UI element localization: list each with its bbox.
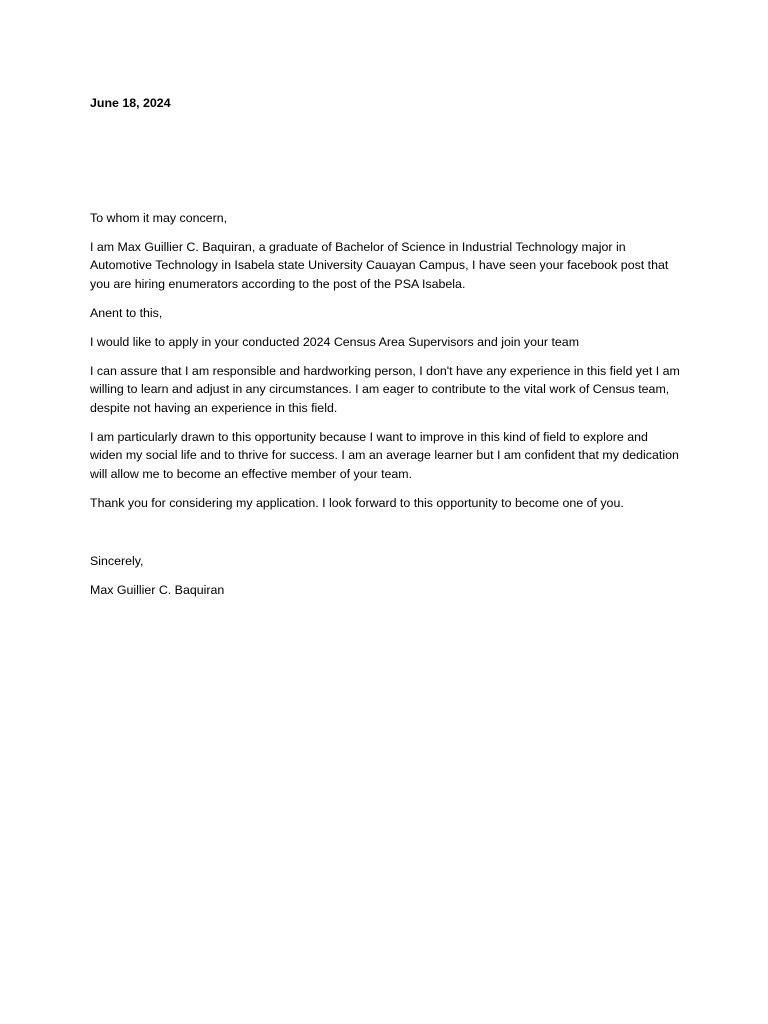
letter-body bbox=[90, 94, 682, 610]
salutation: To whom it may concern, bbox=[90, 210, 228, 225]
letter-date: June 18, 2024 bbox=[90, 96, 171, 110]
paragraph-assurance: I can assure that I am responsible and hardworking person, I don't have any experience in this field yet I am willing to learn and adjust in any circumstances. I am eager to contribute to the vital work of Census team, despite not having an experience in this field. bbox=[90, 363, 680, 415]
paragraph-motivation: I am particularly drawn to this opportunity because I want to improve in this kind of field to explore and widen my social life and to thrive for success. I am an average learner but I am confident that my dedication will allow me to become an effective member of your team. bbox=[90, 429, 679, 482]
signature-name: Max Guillier C. Baquiran bbox=[90, 583, 225, 598]
paragraph-anent: Anent to this, bbox=[90, 305, 163, 320]
closing-spacer bbox=[90, 523, 682, 552]
paragraph-application: I would like to apply in your conducted 2024 Census Area Supervisors and join your team bbox=[90, 334, 580, 349]
paragraph-introduction: I am Max Guillier C. Baquiran, a graduate of Bachelor of Science in Industrial Technology major in Automotive Technology in Isabela state University Cauayan Campus, I have seen your facebook post that you are hiring enumerators according to the post of the PSA Isabela. bbox=[90, 239, 669, 291]
paragraph-thanks: Thank you for considering my application. I look forward to this opportunity to become one of you. bbox=[90, 496, 624, 511]
closing: Sincerely, bbox=[90, 554, 144, 569]
